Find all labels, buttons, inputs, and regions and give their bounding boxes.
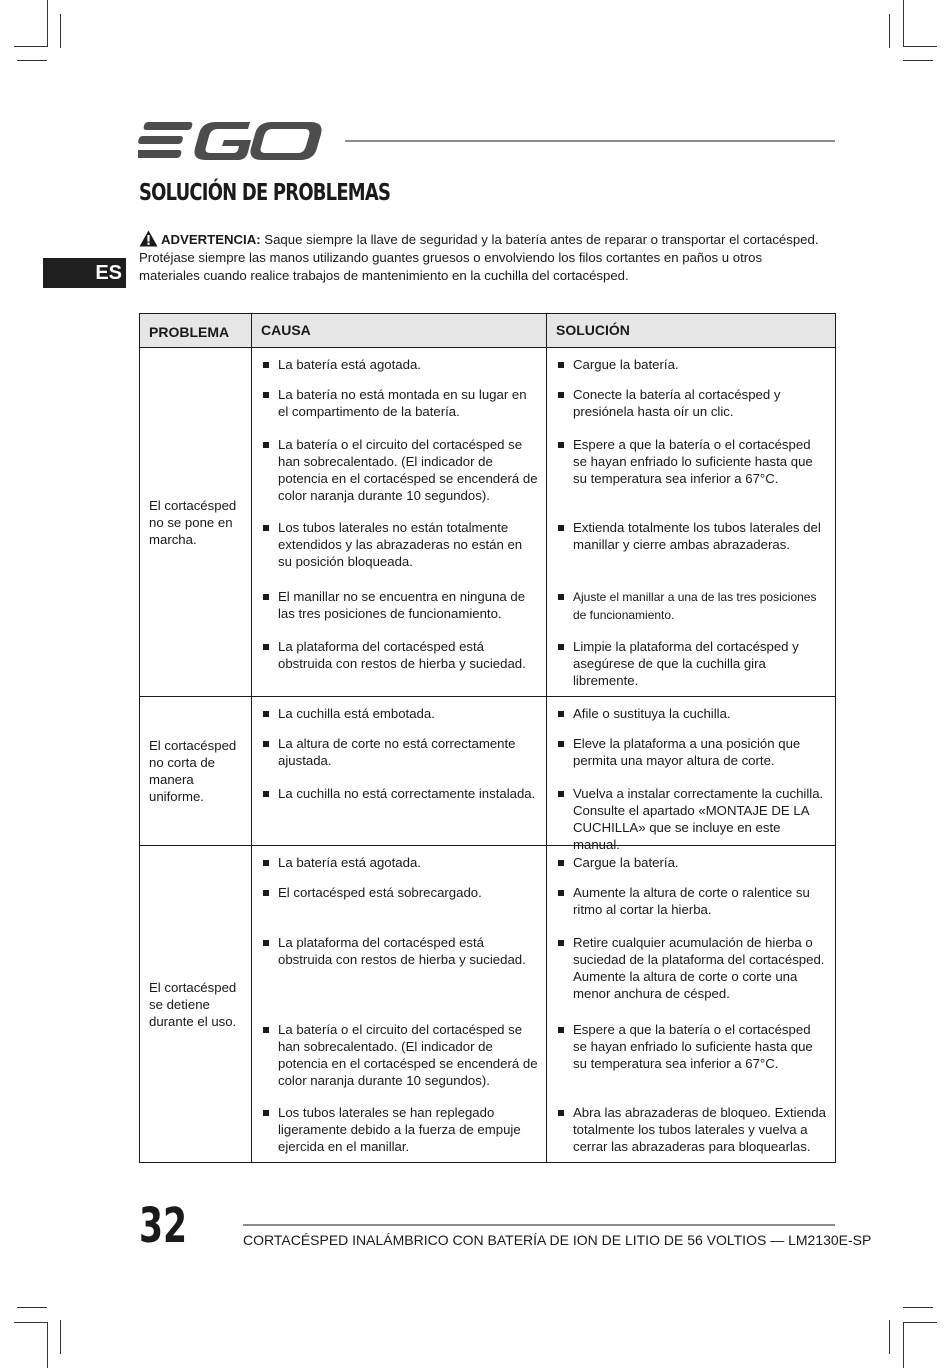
list-item: Afile o sustituya la cuchilla.	[547, 697, 835, 727]
list-item: La batería o el circuito del cortacésped se han sobrecalentado. (El indicador de potencia en el cortacésped se encenderá de color naranja durante 10 segundos).	[252, 428, 546, 511]
list-item: Ajuste el manillar a una de las tres posiciones de funcionamiento.	[547, 580, 835, 630]
bullet-icon	[263, 940, 269, 946]
list-item: Limpie la plataforma del cortacésped y asegúrese de que la cuchilla gira libremente.	[547, 630, 835, 696]
bullet-icon	[263, 362, 269, 368]
language-tab: ES	[43, 258, 126, 288]
list-item: La cuchilla está embotada.	[252, 697, 546, 727]
bullet-icon	[263, 392, 269, 398]
page-title: SOLUCIÓN DE PROBLEMAS	[139, 180, 391, 206]
list-item: Cargue la batería.	[547, 846, 835, 876]
list-item: La cuchilla no está correctamente instalada.	[252, 777, 546, 845]
page-number: 32	[139, 1198, 188, 1254]
crop-mark	[903, 1307, 933, 1308]
table-header-row	[140, 314, 836, 348]
list-item: Los tubos laterales se han replegado ligeramente debido a la fuerza de empuje ejercida en el manillar.	[252, 1096, 546, 1162]
cause-cell	[252, 697, 547, 846]
bullet-icon	[558, 644, 564, 650]
bullet-icon	[263, 890, 269, 896]
bullet-icon	[558, 711, 564, 717]
warning-text: Saque siempre la llave de seguridad y la batería antes de reparar o transportar el cortacésped. Protéjase siempre las manos utilizando guantes gruesos o envolviendo los filos cortantes en paños u otros materiales cuando realice trabajos de mantenimiento en la cuchilla del cortacésped.	[139, 232, 819, 283]
list-item: Retire cualquier acumulación de hierba o suciedad de la plataforma del cortacésped. Aumente la altura de corte o corte una menor anchura de césped.	[547, 926, 835, 1013]
problem-cell: El cortacésped se detiene durante el uso.	[140, 846, 252, 1163]
solution-cell	[547, 348, 836, 697]
crop-mark	[60, 1320, 61, 1354]
list-item: La plataforma del cortacésped está obstruida con restos de hierba y suciedad.	[252, 630, 546, 696]
footer-text: CORTACÉSPED INALÁMBRICO CON BATERÍA DE ION DE LITIO DE 56 VOLTIOS — LM2130E-SP	[243, 1232, 872, 1248]
list-item: Eleve la plataforma a una posición que permita una mayor altura de corte.	[547, 727, 835, 777]
header-rule	[345, 140, 835, 142]
list-item: La batería está agotada.	[252, 846, 546, 876]
crop-mark	[903, 0, 904, 46]
cause-cell	[252, 846, 547, 1163]
bullet-icon	[263, 442, 269, 448]
list-item: Conecte la batería al cortacésped y presiónela hasta oír un clic.	[547, 378, 835, 428]
warning-notice	[139, 230, 819, 285]
header-problem: PROBLEMA	[140, 314, 252, 348]
crop-mark	[889, 1320, 890, 1354]
list-item: La plataforma del cortacésped está obstruida con restos de hierba y suciedad.	[252, 926, 546, 1013]
bullet-icon	[558, 791, 564, 797]
solution-cell	[547, 697, 836, 852]
crop-mark	[903, 46, 937, 47]
bullet-icon	[263, 711, 269, 717]
ego-logo	[138, 118, 328, 164]
list-item: El manillar no se encuentra en ninguna de las tres posiciones de funcionamiento.	[252, 580, 546, 630]
footer-rule	[243, 1224, 835, 1226]
crop-mark	[60, 14, 61, 48]
bullet-icon	[263, 741, 269, 747]
bullet-icon	[263, 1027, 269, 1033]
crop-mark	[47, 1322, 48, 1368]
bullet-icon	[558, 741, 564, 747]
crop-mark	[903, 60, 933, 61]
table-row	[140, 348, 836, 697]
bullet-icon	[263, 791, 269, 797]
crop-mark	[903, 1322, 904, 1368]
bullet-icon	[263, 594, 269, 600]
list-item: La altura de corte no está correctamente ajustada.	[252, 727, 546, 777]
table-row	[140, 697, 836, 846]
crop-mark	[17, 1307, 47, 1308]
list-item: Espere a que la batería o el cortacésped se hayan enfriado lo suficiente hasta que su temperatura sea inferior a 67°C.	[547, 428, 835, 511]
bullet-icon	[558, 940, 564, 946]
table-row	[140, 846, 836, 1163]
bullet-icon	[263, 525, 269, 531]
list-item: La batería o el circuito del cortacésped se han sobrecalentado. (El indicador de potencia en el cortacésped se encenderá de color naranja durante 10 segundos).	[252, 1013, 546, 1096]
bullet-icon	[558, 1110, 564, 1116]
crop-mark	[14, 1322, 48, 1323]
list-item: Los tubos laterales no están totalmente extendidos y las abrazaderas no están en su posición bloqueada.	[252, 511, 546, 580]
crop-mark	[47, 0, 48, 46]
bullet-icon	[263, 1110, 269, 1116]
bullet-icon	[263, 860, 269, 866]
bullet-icon	[558, 890, 564, 896]
list-item: Vuelva a instalar correctamente la cuchilla. Consulte el apartado «MONTAJE DE LA CUCHILLA» que se incluye en este manual.	[547, 777, 835, 845]
bullet-icon	[558, 860, 564, 866]
solution-cell	[547, 846, 836, 1163]
cause-cell	[252, 348, 547, 697]
bullet-icon	[263, 644, 269, 650]
bullet-icon	[558, 1027, 564, 1033]
list-item: La batería está agotada.	[252, 348, 546, 378]
list-item: La batería no está montada en su lugar en el compartimento de la batería.	[252, 378, 546, 428]
problem-cell: El cortacésped no se pone en marcha.	[140, 348, 252, 697]
bullet-icon	[558, 362, 564, 368]
list-item: Extienda totalmente los tubos laterales del manillar y cierre ambas abrazaderas.	[547, 511, 835, 580]
bullet-icon	[558, 594, 564, 600]
list-item: Aumente la altura de corte o ralentice su ritmo al cortar la hierba.	[547, 876, 835, 926]
list-item: Abra las abrazaderas de bloqueo. Extienda totalmente los tubos laterales y vuelva a cerrar las abrazaderas para bloquearlas.	[547, 1096, 835, 1162]
list-item: El cortacésped está sobrecargado.	[252, 876, 546, 926]
list-item: Espere a que la batería o el cortacésped se hayan enfriado lo suficiente hasta que su temperatura sea inferior a 67°C.	[547, 1013, 835, 1096]
header-solution: SOLUCIÓN	[547, 314, 836, 348]
bullet-icon	[558, 525, 564, 531]
crop-mark	[903, 1322, 937, 1323]
crop-mark	[14, 46, 48, 47]
list-item: Cargue la batería.	[547, 348, 835, 378]
bullet-icon	[558, 442, 564, 448]
header-cause: CAUSA	[252, 314, 547, 348]
crop-mark	[889, 14, 890, 48]
bullet-icon	[558, 392, 564, 398]
problem-cell: El cortacésped no corta de manera uniforme.	[140, 697, 252, 846]
warning-label: ADVERTENCIA:	[161, 232, 261, 247]
troubleshooting-table	[139, 313, 836, 1163]
warning-triangle-icon	[139, 230, 158, 247]
crop-mark	[17, 60, 47, 61]
